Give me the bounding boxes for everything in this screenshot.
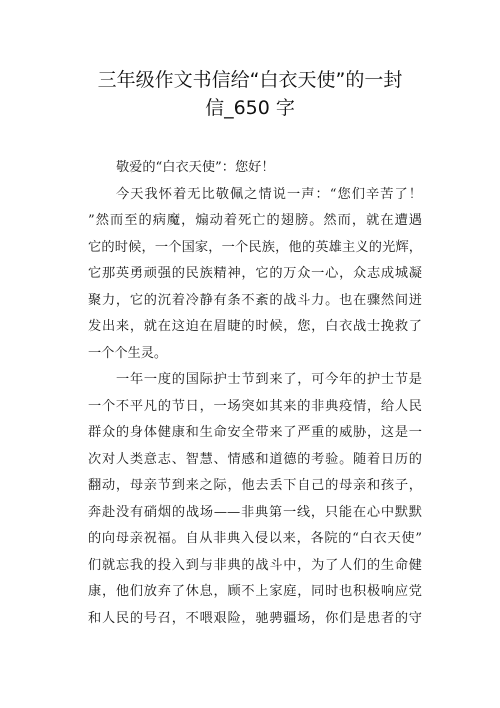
text-line: 发出来，就在这迫在眉睫的时候，您，白衣战士挽救了 xyxy=(88,319,422,334)
text-line: 次对人类意志、智慧、情感和道德的考验。随着日历的 xyxy=(88,451,422,467)
letter-body xyxy=(88,155,422,632)
text-line: 们就忘我的投入到与非典的战斗中，为了人们的生命健 xyxy=(88,557,422,573)
text-line: 翻动，母亲节到来之际，他去丢下自己的母亲和孩子， xyxy=(88,478,422,493)
text-line: 康，他们放弃了休息，顾不上家庭，同时也积极响应党 xyxy=(88,584,422,599)
text-line: 它那英勇顽强的民族精神，它的万众一心，众志成城凝 xyxy=(88,266,422,281)
text-line: 一个个生灵。 xyxy=(88,345,168,361)
title-line-2: 信_650 字 xyxy=(205,97,295,119)
title-line-1: 三年级作文书信给“白衣天使”的一封 xyxy=(97,69,403,91)
text-line: 的向母亲祝福。自从非典入侵以来，各院的“白衣天使” xyxy=(88,531,422,546)
text-line: 和人民的号召，不喂艰险，驰骋疆场，你们是患者的守 xyxy=(88,610,422,626)
text-line: 聚力，它的沉着冷静有条不紊的战斗力。也在骤然间迸 xyxy=(88,292,422,308)
text-line: 敬爱的“白衣天使”：您好！ xyxy=(116,160,275,175)
text-line: 群众的身体健康和生命安全带来了严重的威胁，这是一 xyxy=(88,425,422,440)
text-line: 奔赴没有硝烟的战场——非典第一线，只能在心中默默 xyxy=(88,504,422,520)
text-line: 一个不平凡的节日，一场突如其来的非典疫情，给人民 xyxy=(88,398,422,414)
text-line: 它的时候，一个国家，一个民族，他的英雄主义的光辉， xyxy=(88,239,422,255)
document-title xyxy=(70,66,430,122)
text-line: 一年一度的国际护士节到来了，可今年的护士节是 xyxy=(116,372,422,387)
text-line: ”然而至的病魔，煽动着死亡的翅膀。然而，就在遭遇 xyxy=(88,213,422,228)
text-line: 今天我怀着无比敬佩之情说一声：“您们辛苦了！ xyxy=(116,186,422,202)
